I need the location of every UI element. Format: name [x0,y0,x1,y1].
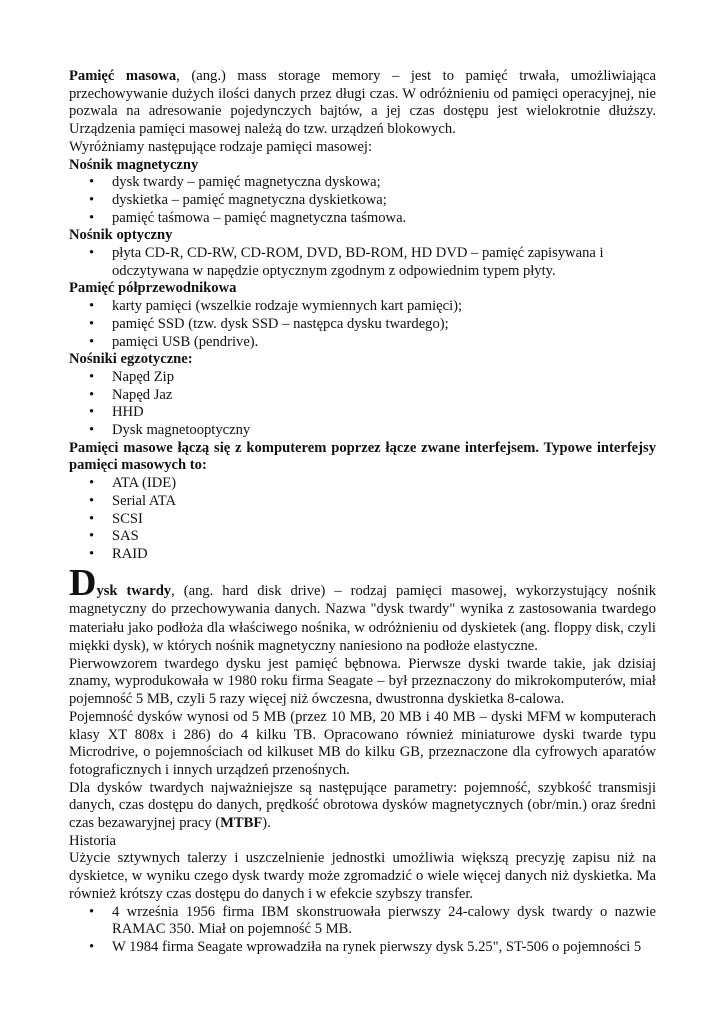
bullet-icon: • [89,191,95,208]
bullet-icon: • [89,404,95,421]
list-item: • Serial ATA [89,492,177,509]
list-item: • SCSI [89,510,143,527]
list-item: • dyskietka – pamięć magnetyczna dyskietkowa; [89,191,387,208]
history-label: Historia [69,832,117,849]
list-item: • 4 września 1956 firma IBM skonstruowała pierwszy 24-calowy dysk twardy o nazwie RAMAC 350. Miał on pojemność 5 MB. [89,903,656,938]
types-intro: Wyróżniamy następujące rodzaje pamięci masowej: [69,138,373,155]
intro-term: Pamięć masowa [69,68,177,84]
bullet-icon: • [89,245,95,262]
bullet-icon: • [89,510,95,527]
list-item: • Napęd Jaz [89,386,173,403]
list-item: • pamięć taśmowa – pamięć magnetyczna taśmowa. [89,209,407,226]
bullet-icon: • [89,492,95,509]
list-item: • pamięć SSD (tzw. dysk SSD – następca dysku twardego); [89,315,449,332]
list-item: • SAS [89,528,139,545]
bullet-icon: • [89,174,95,191]
bullet-icon: • [89,298,95,315]
hdd-intro-paragraph [69,561,656,656]
section-heading-exotic: Nośniki egzotyczne: [69,351,193,368]
list-semiconductor [69,298,656,351]
list-item: • RAID [89,545,148,562]
list-item: • Dysk magnetooptyczny [89,422,251,439]
bullet-icon: • [89,903,95,920]
list-item: • Napęd Zip [89,368,175,385]
section-heading-interfaces: Pamięci masowe łączą się z komputerem poprzez łącze zwane interfejsem. Typowe interfejsy pamięci masowych to: [69,439,656,474]
list-magnetic [69,174,656,227]
list-interfaces [69,475,656,564]
section-heading-semiconductor: Pamięć półprzewodnikowa [69,280,237,297]
intro-paragraph [69,68,656,139]
hdd-paragraph-history-origin: Pierwowzorem twardego dysku jest pamięć bębnowa. Pierwsze dyski twarde takie, jak dzisiaj znamy, wyprodukowała w 1980 roku firma Seagate – był przeznaczony do mikrokomputerów, miał pojemność 5 MB, czyli 5 razy więcej niż ówczesna, dwustronna dyskietka 8-calowa. [69,655,656,708]
bullet-icon: • [89,368,95,385]
list-history [69,904,656,957]
hdd-paragraph-capacity: Pojemność dysków wynosi od 5 MB (przez 10 MB, 20 MB i 40 MB – dyski MFM w komputerach klasy XT 808x i 286) do 4 kilku TB. Opracowano również miniaturowe dyski twarde typu Microdrive, o pojemnościach od kilkuset MB do kilku GB, przeznaczone dla cyfrowych aparatów fotograficznych i innych urządzeń przenośnych. [69,708,656,778]
bullet-icon: • [89,386,95,403]
bullet-icon: • [89,209,95,226]
list-optical [69,245,656,280]
list-item: • pamięci USB (pendrive). [89,333,259,350]
drop-cap: D [69,561,97,604]
hdd-term: ysk twardy [96,582,172,599]
list-item: • HHD [89,404,144,421]
hdd-paragraph-parameters: Dla dysków twardych najważniejsze są następujące parametry: pojemność, szybkość transmisji danych, czas dostępu do danych, prędkość obrotowa dysków magnetycznych (obr/min.) oraz średni czas bezawaryjnej pracy (MTBF). [69,779,656,832]
list-item: • ATA (IDE) [89,475,177,492]
bullet-icon: • [89,315,95,332]
bullet-icon: • [89,475,95,492]
intro-text: , (ang.) mass storage memory – jest to pamięć trwała, umożliwiająca przechowywanie dużych ilości danych przez długi czas. W odróżnieniu od pamięci operacyjnej, nie pozwala na adresowanie pojedynczych bajtów, a jej czas dostępu jest wielokrotnie dłuższy. Urządzenia pamięci masowej należą do tzw. urządzeń blokowych. [69,68,656,138]
list-item: • W 1984 firma Seagate wprowadziła na rynek pierwszy dysk 5.25", ST-506 o pojemności 5 [89,938,642,955]
document-page [69,68,656,957]
list-item: • dysk twardy – pamięć magnetyczna dyskowa; [89,174,381,191]
hdd-intro-text: , (ang. hard disk drive) – rodzaj pamięci masowej, wykorzystujący nośnik magnetyczny do przechowywania danych. Nazwa "dysk twardy" wynika z zastosowania twardego materiału jako podłoża dla właściwego nośnika, w odróżnieniu od dyskietek (ang. floppy disk, czyli miękki dysk), w których nośnik magnetyczny naniesiono na podłoże elastyczne. [69,582,656,655]
section-heading-magnetic: Nośnik magnetyczny [69,156,199,173]
list-item: • płyta CD-R, CD-RW, CD-ROM, DVD, BD-ROM, HD DVD – pamięć zapisywana i odczytywana w napędzie optycznym zgodnym z odpowiednim typem płyty. [89,245,604,279]
bullet-icon: • [89,422,95,439]
hdd-paragraph-platters: Użycie sztywnych talerzy i uszczelnienie jednostki umożliwia większą precyzję zapisu niż na dyskietce, w wyniku czego dysk twardy może zgromadzić o wiele więcej danych niż dyskietka. Ma również krótszy czas dostępu do danych i w efekcie szybszy transfer. [69,850,656,902]
section-heading-optical: Nośnik optyczny [69,227,173,244]
mtbf-term: MTBF [220,815,263,832]
list-item: • karty pamięci (wszelkie rodzaje wymiennych kart pamięci); [89,298,463,315]
bullet-icon: • [89,545,95,562]
bullet-icon: • [89,528,95,545]
bullet-icon: • [89,333,95,350]
bullet-icon: • [89,938,95,955]
list-exotic [69,369,656,440]
